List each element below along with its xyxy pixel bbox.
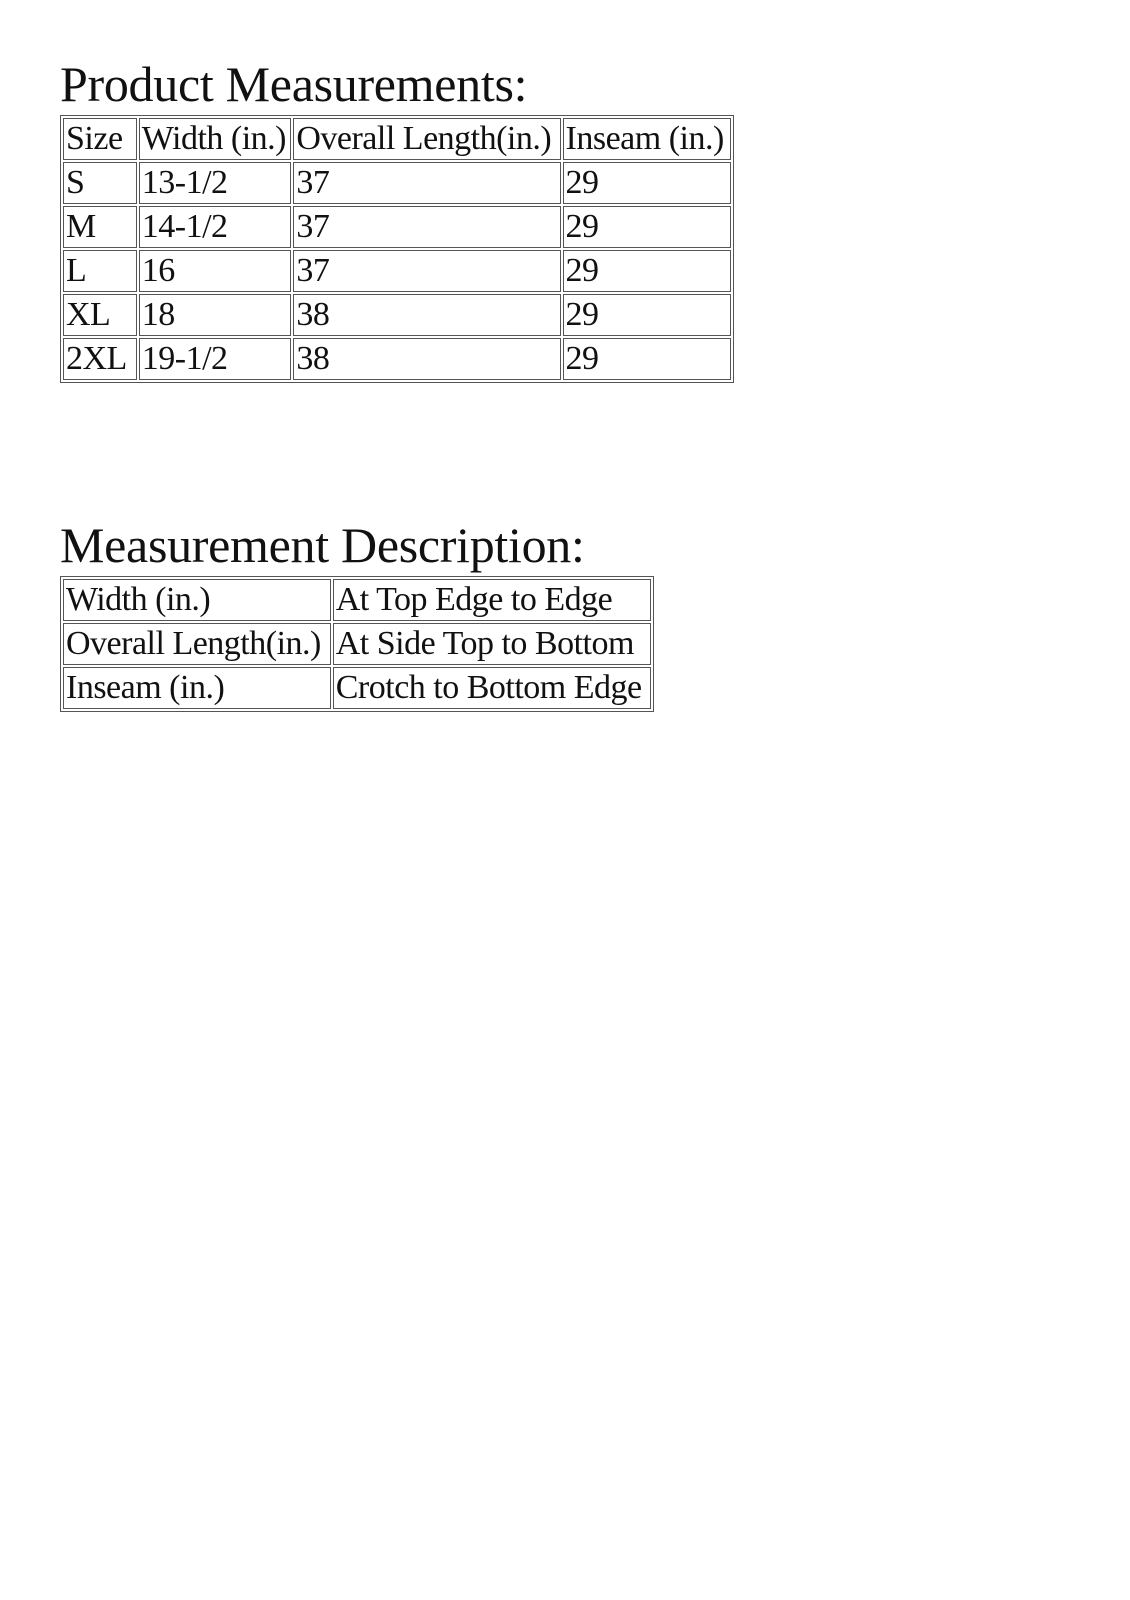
inseam-cell: 29: [563, 206, 731, 248]
width-cell: 18: [139, 294, 292, 336]
inseam-cell: 29: [563, 250, 731, 292]
product-measurements-table: [60, 115, 734, 383]
overall-length-cell: 38: [293, 338, 560, 380]
width-cell: 16: [139, 250, 292, 292]
table-header-row: [63, 118, 731, 160]
size-cell: M: [63, 206, 137, 248]
measurement-description-table: [60, 576, 654, 712]
measurement-name-cell: Inseam (in.): [63, 667, 331, 709]
size-cell: S: [63, 162, 137, 204]
inseam-cell: 29: [563, 162, 731, 204]
overall-length-cell: 37: [293, 250, 560, 292]
size-cell: XL: [63, 294, 137, 336]
table-row: [63, 250, 731, 292]
header-cell-overall-length: Overall Length(in.): [293, 118, 560, 160]
table-row: [63, 338, 731, 380]
width-cell: 14-1/2: [139, 206, 292, 248]
size-cell: 2XL: [63, 338, 137, 380]
width-cell: 19-1/2: [139, 338, 292, 380]
table-row: [63, 579, 651, 621]
overall-length-cell: 37: [293, 162, 560, 204]
table-row: [63, 667, 651, 709]
size-cell: L: [63, 250, 137, 292]
measurement-description-title: Measurement Description:: [60, 517, 585, 573]
table-row: [63, 206, 731, 248]
overall-length-cell: 38: [293, 294, 560, 336]
product-measurements-title: Product Measurements:: [60, 56, 528, 112]
header-cell-inseam: Inseam (in.): [563, 118, 731, 160]
table-row: [63, 294, 731, 336]
table-row: [63, 162, 731, 204]
measurement-name-cell: Overall Length(in.): [63, 623, 331, 665]
measurement-method-cell: At Side Top to Bottom: [333, 623, 651, 665]
inseam-cell: 29: [563, 338, 731, 380]
overall-length-cell: 37: [293, 206, 560, 248]
header-cell-size: Size: [63, 118, 137, 160]
measurement-method-cell: Crotch to Bottom Edge: [333, 667, 651, 709]
header-cell-width: Width (in.): [139, 118, 292, 160]
inseam-cell: 29: [563, 294, 731, 336]
table-row: [63, 623, 651, 665]
width-cell: 13-1/2: [139, 162, 292, 204]
measurement-method-cell: At Top Edge to Edge: [333, 579, 651, 621]
measurement-name-cell: Width (in.): [63, 579, 331, 621]
